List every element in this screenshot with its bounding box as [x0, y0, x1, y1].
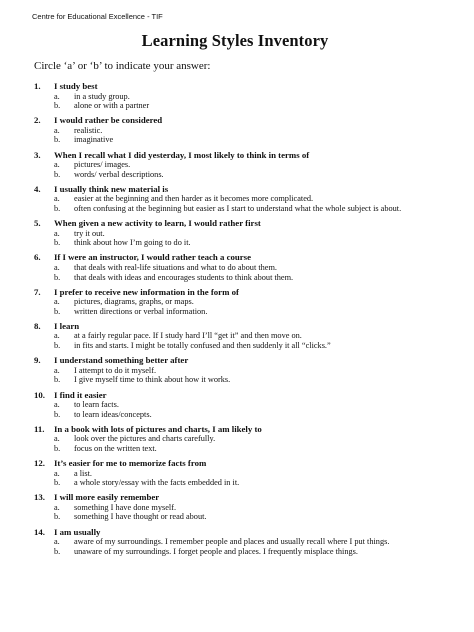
option-letter: a.	[54, 400, 60, 410]
answer-option[interactable]	[34, 101, 436, 111]
option-letter: b.	[54, 101, 61, 111]
question-heading	[34, 115, 436, 126]
page-header: Centre for Educational Excellence - TIF	[32, 12, 163, 21]
option-text: I attempt to do it myself.	[74, 365, 157, 375]
question-item	[34, 424, 436, 454]
question-number: 4.	[34, 183, 41, 194]
question-item	[34, 390, 436, 420]
question-text: When I recall what I did yesterday, I most likely to think in terms of	[54, 149, 310, 160]
answer-option[interactable]	[34, 434, 436, 444]
option-text: pictures, diagrams, graphs, or maps.	[74, 297, 194, 307]
question-heading	[34, 458, 436, 469]
question-text: I prefer to receive new information in the form of	[54, 286, 239, 297]
option-letter: a.	[54, 537, 60, 547]
option-text: focus on the written text.	[74, 443, 157, 453]
question-text: I find it easier	[54, 389, 107, 400]
question-number: 10.	[34, 389, 45, 400]
answer-option[interactable]	[34, 410, 436, 420]
option-letter: b.	[54, 306, 61, 316]
option-letter: a.	[54, 297, 60, 307]
answer-option[interactable]	[34, 273, 436, 283]
question-text: It’s easier for me to memorize facts from	[54, 458, 207, 469]
option-text: written directions or verbal information.	[74, 306, 208, 316]
option-letter: b.	[54, 341, 61, 351]
option-letter: a.	[54, 331, 60, 341]
option-letter: a.	[54, 502, 60, 512]
question-number: 13.	[34, 492, 45, 503]
option-text: at a fairly regular pace. If I study hard I’ll “get it” and then move on.	[74, 331, 302, 341]
option-text: look over the pictures and charts carefully.	[74, 434, 216, 444]
answer-option[interactable]	[34, 547, 436, 557]
question-heading	[34, 355, 436, 366]
option-text: to learn ideas/concepts.	[74, 409, 152, 419]
answer-option[interactable]	[34, 503, 436, 513]
option-letter: b.	[54, 546, 61, 556]
option-text: try it out.	[74, 228, 105, 238]
option-text: pictures/ images.	[74, 160, 131, 170]
question-heading	[34, 390, 436, 401]
question-text: I am usually	[54, 526, 101, 537]
option-text: easier at the beginning and then harder as it becomes more complicated.	[74, 194, 314, 204]
option-letter: b.	[54, 238, 61, 248]
question-text: In a book with lots of pictures and charts, I am likely to	[54, 423, 262, 434]
question-number: 12.	[34, 458, 45, 469]
option-text: aware of my surroundings. I remember people and places and usually recall where I put things.	[74, 537, 390, 547]
question-heading	[34, 252, 436, 263]
option-text: a whole story/essay with the facts embedded in it.	[74, 478, 240, 488]
answer-option[interactable]	[34, 341, 436, 351]
option-letter: b.	[54, 375, 61, 385]
question-text: When given a new activity to learn, I would rather first	[54, 218, 261, 229]
answer-option[interactable]	[34, 512, 436, 522]
answer-option[interactable]	[34, 126, 436, 136]
answer-option[interactable]	[34, 400, 436, 410]
answer-option[interactable]	[34, 170, 436, 180]
option-text: I give myself time to think about how it works.	[74, 375, 231, 385]
answer-option[interactable]	[34, 135, 436, 145]
option-text: that deals with real-life situations and what to do about them.	[74, 262, 277, 272]
question-heading	[34, 218, 436, 229]
question-list	[34, 81, 436, 556]
question-number: 1.	[34, 81, 41, 91]
answer-option[interactable]	[34, 204, 436, 214]
question-item	[34, 458, 436, 488]
question-item	[34, 81, 436, 111]
option-letter: a.	[54, 194, 60, 204]
option-letter: b.	[54, 169, 61, 179]
answer-option[interactable]	[34, 263, 436, 273]
option-text: often confusing at the beginning but easier as I start to understand what the whole subject is about.	[74, 203, 402, 213]
question-number: 2.	[34, 115, 41, 126]
option-text: something I have done myself.	[74, 502, 177, 512]
answer-option[interactable]	[34, 444, 436, 454]
option-letter: a.	[54, 468, 60, 478]
answer-option[interactable]	[34, 478, 436, 488]
question-item	[34, 218, 436, 248]
question-item	[34, 355, 436, 385]
question-number: 7.	[34, 286, 41, 297]
question-heading	[34, 492, 436, 503]
question-item	[34, 321, 436, 351]
question-number: 14.	[34, 526, 45, 537]
question-heading	[34, 321, 436, 332]
question-text: I would rather be considered	[54, 115, 163, 126]
option-text: realistic.	[74, 125, 103, 135]
answer-option[interactable]	[34, 92, 436, 102]
question-item	[34, 527, 436, 557]
answer-option[interactable]	[34, 297, 436, 307]
answer-option[interactable]	[34, 194, 436, 204]
option-letter: b.	[54, 203, 61, 213]
option-letter: a.	[54, 365, 60, 375]
answer-option[interactable]	[34, 375, 436, 385]
question-item	[34, 287, 436, 317]
option-letter: a.	[54, 91, 60, 101]
option-letter: b.	[54, 409, 61, 419]
question-heading	[34, 287, 436, 298]
option-text: in fits and starts. I might be totally confused and then suddenly it all “clicks.”	[74, 341, 331, 351]
answer-option[interactable]	[34, 238, 436, 248]
question-text: I study best	[54, 81, 98, 91]
question-item	[34, 150, 436, 180]
question-number: 9.	[34, 355, 41, 366]
option-letter: a.	[54, 125, 60, 135]
question-text: I usually think new material is	[54, 183, 169, 194]
option-letter: b.	[54, 512, 61, 522]
question-number: 5.	[34, 218, 41, 229]
answer-option[interactable]	[34, 469, 436, 479]
instruction-text: Circle ‘a’ or ‘b’ to indicate your answer:	[34, 60, 211, 72]
option-letter: b.	[54, 443, 61, 453]
question-text: I will more easily remember	[54, 492, 160, 503]
question-heading	[34, 150, 436, 161]
option-text: in a study group.	[74, 91, 130, 101]
option-text: words/ verbal descriptions.	[74, 169, 164, 179]
option-letter: a.	[54, 434, 60, 444]
option-text: a list.	[74, 468, 92, 478]
question-heading	[34, 527, 436, 538]
option-letter: b.	[54, 272, 61, 282]
option-letter: a.	[54, 228, 60, 238]
question-text: If I were an instructor, I would rather teach a course	[54, 252, 252, 263]
answer-option[interactable]	[34, 366, 436, 376]
option-text: think about how I’m going to do it.	[74, 238, 191, 248]
option-letter: a.	[54, 160, 60, 170]
question-item	[34, 492, 436, 522]
question-heading	[34, 424, 436, 435]
page-title: Learning Styles Inventory	[141, 31, 329, 50]
option-letter: b.	[54, 478, 61, 488]
answer-option[interactable]	[34, 229, 436, 239]
question-number: 8.	[34, 320, 41, 331]
question-item	[34, 115, 436, 145]
question-item	[34, 184, 436, 214]
question-number: 3.	[34, 149, 41, 160]
option-text: unaware of my surroundings. I forget people and places. I frequently misplace things.	[74, 546, 358, 556]
answer-option[interactable]	[34, 537, 436, 547]
option-text: imaginative	[74, 135, 114, 145]
question-heading	[34, 184, 436, 195]
answer-option[interactable]	[34, 331, 436, 341]
question-number: 11.	[34, 423, 45, 434]
option-text: to learn facts.	[74, 400, 119, 410]
question-heading	[34, 81, 436, 92]
option-text: something I have thought or read about.	[74, 512, 207, 522]
option-letter: b.	[54, 135, 61, 145]
option-text: that deals with ideas and encourages students to think about them.	[74, 272, 294, 282]
answer-option[interactable]	[34, 160, 436, 170]
question-text: I understand something better after	[54, 355, 189, 366]
option-letter: a.	[54, 262, 60, 272]
question-number: 6.	[34, 252, 41, 263]
answer-option[interactable]	[34, 307, 436, 317]
option-text: alone or with a partner	[74, 101, 150, 111]
question-item	[34, 252, 436, 282]
question-text: I learn	[54, 320, 80, 331]
